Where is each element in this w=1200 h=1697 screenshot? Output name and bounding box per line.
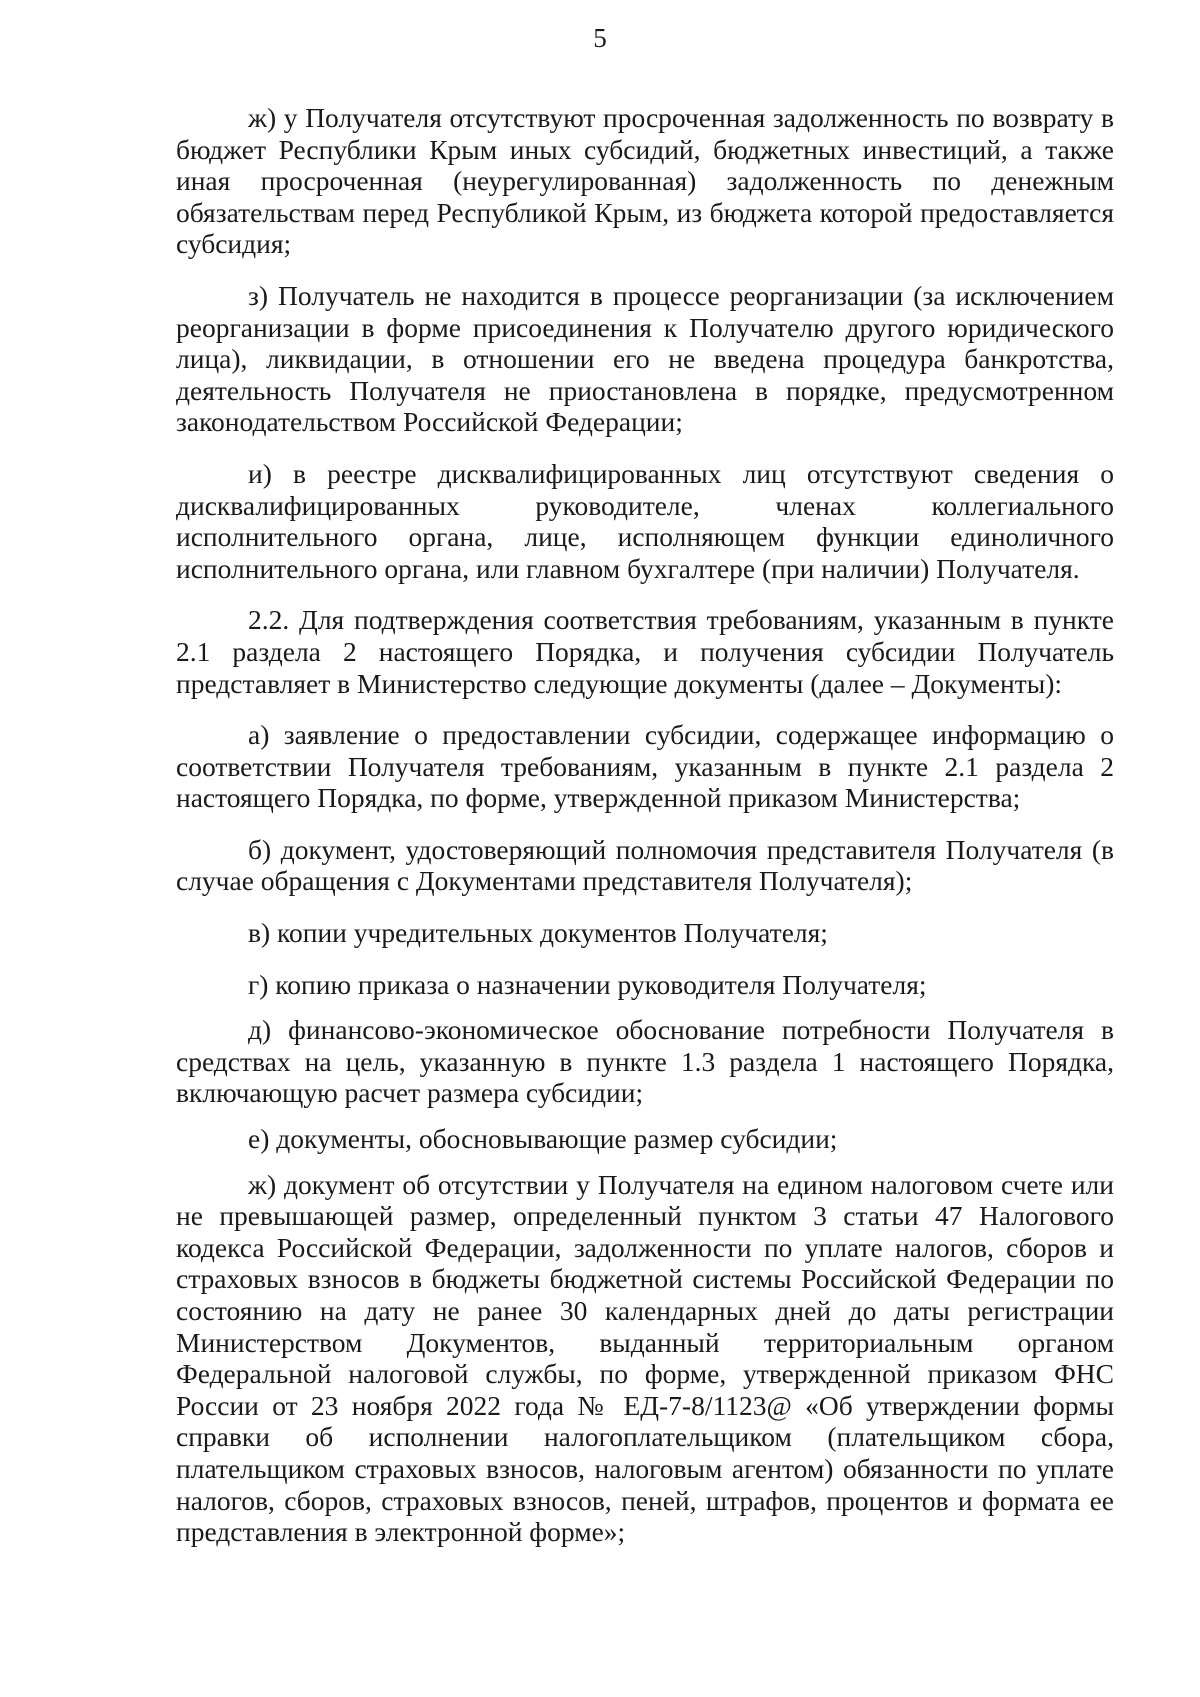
paragraph-z-no-reorganization: з) Получатель не находится в процессе реорганизации (за исключением реорганизации в форме присоединения к Получателю другого юридического лица), ликвидации, в отношении его не введена процедура банкротства, деятельность Получателя не приостановлена в порядке, предусмотренном законодательством Российской Федерации; [176,279,1114,438]
paragraph-2-2-documents: 2.2. Для подтверждения соответствия требованиям, указанным в пункте 2.1 раздела 2 настоящего Порядка, и получения субсидии Получатель представляет в Министерство следующие документы (далее – Документы): [176,604,1114,699]
paragraph-v-founding-documents: в) копии учредительных документов Получателя; [248,917,828,949]
paragraph-a-application: а) заявление о предоставлении субсидии, содержащее информацию о соответствии Получателя требованиям, указанным в пункте 2.1 раздела 2 настоящего Порядка, по форме, утвержденной приказом Министерства; [176,719,1114,814]
document-body [176,102,1114,1562]
paragraph-d-financial-justification: д) финансово-экономическое обоснование потребности Получателя в средствах на цель, указанную в пункте 1.3 раздела 1 настоящего Порядка, включающую расчет размера субсидии; [176,1014,1114,1109]
paragraph-i-disqualified-persons: и) в реестре дисквалифицированных лиц отсутствуют сведения о дисквалифицированных руководителе, членах коллегиального исполнительного органа, лице, исполняющем функции единоличного исполнительного органа, или главном бухгалтере (при наличии) Получателя. [176,457,1114,584]
paragraph-b-authority-document: б) документ, удостоверяющий полномочия представителя Получателя (в случае обращения с Документами представителя Получателя); [176,833,1114,897]
paragraph-zh-no-overdue-debt: ж) у Получателя отсутствуют просроченная задолженность по возврату в бюджет Республики Крым иных субсидий, бюджетных инвестиций, а также иная просроченная (неурегулированная) задолженность по денежным обязательствам перед Республикой Крым, из бюджета которой предоставляется субсидия; [176,102,1114,260]
paragraph-zh-tax-debt-document: ж) документ об отсутствии у Получателя на едином налоговом счете или не превышающей размер, определенный пунктом 3 статьи 47 Налогового кодекса Российской Федерации, задолженности по уплате налогов, сборов и страховых взносов в бюджеты бюджетной системы Российской Федерации по состоянию на дату не ранее 30 календарных дней до даты регистрации Министерством Документов, выданный территориальным органом Федеральной налоговой службы, по форме, утвержденной приказом ФНС России от 23 ноября 2022 года № ЕД-7-8/1123@ «Об утверждении формы справки об исполнении налогоплательщиком (плательщиком сбора, плательщиком страховых взносов, налоговым агентом) обязанности по уплате налогов, сборов, страховых взносов, пеней, штрафов, процентов и формата ее представления в электронной форме»; [176,1168,1114,1548]
paragraph-e-subsidy-size-documents: е) документы, обосновывающие размер субсидии; [248,1123,838,1155]
paragraph-g-appointment-order: г) копию приказа о назначении руководителя Получателя; [248,968,927,1000]
page-number: 5 [593,23,607,53]
